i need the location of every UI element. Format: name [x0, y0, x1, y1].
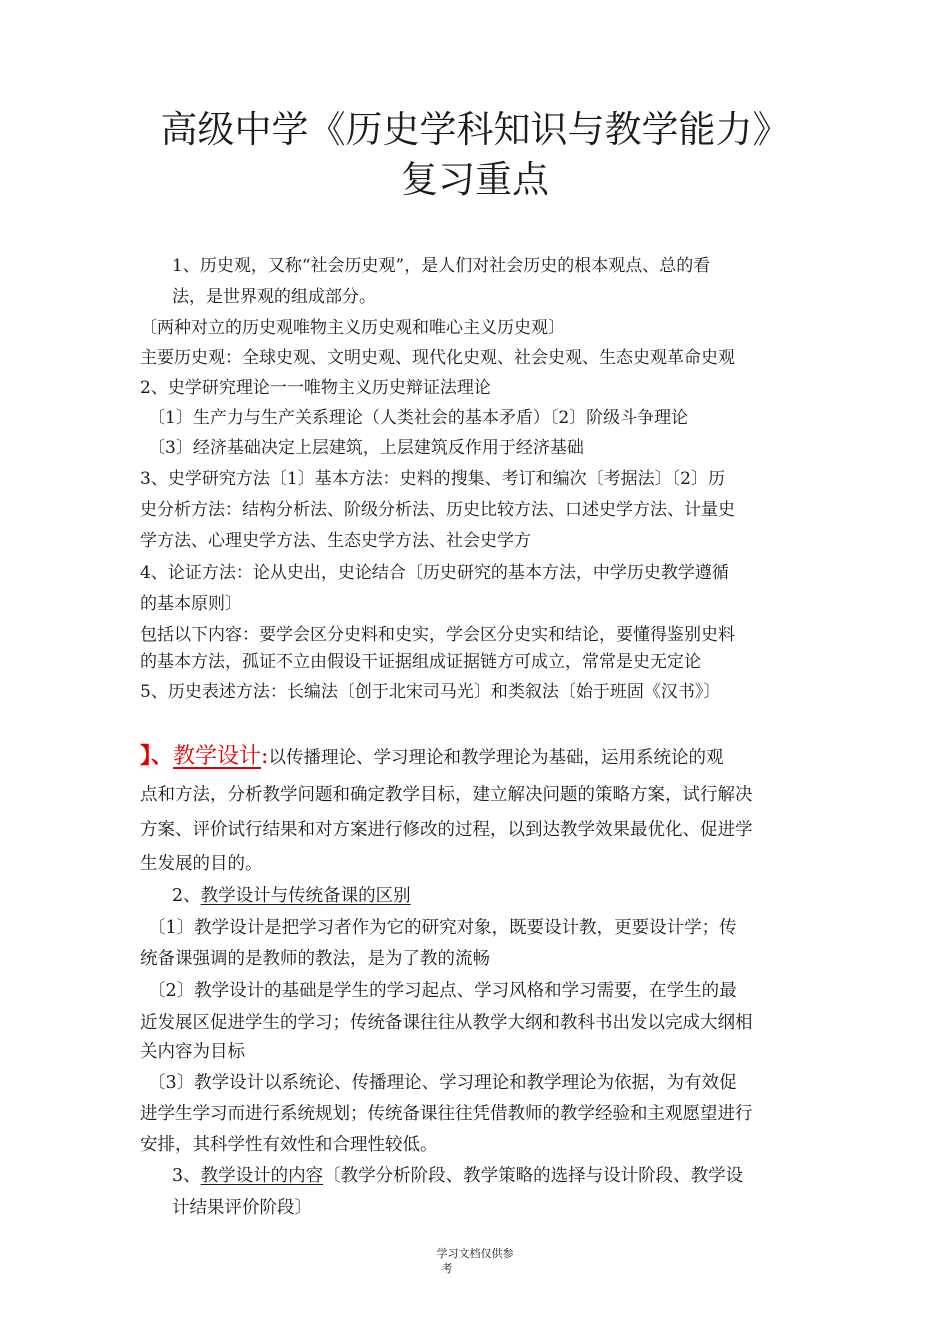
document-title-line2: 复习重点	[401, 158, 549, 201]
design-colon: :	[261, 744, 269, 769]
paragraph-line: 进学生学习而进行系统规划；传统备课往往凭借教师的教学经验和主观愿望进行	[140, 1104, 753, 1124]
paragraph-line: 近发展区促进学生的学习；传统备课往往从教学大纲和教科书出发以完成大纲相	[140, 1013, 753, 1033]
paragraph-line: 4、论证方法：论从史出，史论结合〔历史研究的基本方法，中学历史教学遵循	[140, 563, 729, 583]
paragraph-line: 〔1〕教学设计是把学习者作为它的研究对象，既要设计教，更要设计学；传	[148, 918, 737, 938]
paragraph-line: 包括以下内容：要学会区分史料和史实，学会区分史实和结论，要懂得鉴别史料	[140, 625, 735, 645]
paragraph-line: 学方法、心理史学方法、生态史学方法、社会史学方	[140, 531, 531, 551]
design-definition-line	[140, 744, 723, 770]
paragraph-line: 法，是世界观的组成部分。	[172, 287, 376, 307]
paragraph-line: 生发展的目的。	[140, 854, 263, 874]
footer-note-line1: 学习文档仅供参	[436, 1247, 514, 1260]
diff-heading: 教学设计与传统备课的区别	[200, 886, 411, 906]
paragraph-line: 2、史学研究理论一一唯物主义历史辩证法理论	[140, 378, 491, 398]
paragraph-line: 点和方法，分析教学问题和确定教学目标，建立解决问题的策略方案，试行解决	[140, 785, 753, 805]
design-term: 教学设计	[173, 744, 262, 769]
paragraph-line: 5、历史表述方法：长编法〔创于北宋司马光〕和类叙法〔始于班固《汉书》〕	[140, 682, 721, 702]
paragraph-line: 〔3〕经济基础决定上层建筑，上层建筑反作用于经济基础	[148, 438, 584, 458]
paragraph-line: 关内容为目标	[140, 1042, 245, 1062]
paragraph-line: 3、史学研究方法〔1〕基本方法：史料的搜集、考订和编次〔考据法〕〔2〕历	[140, 469, 725, 489]
paragraph-line: 统备课强调的是教师的教法，是为了教的流畅	[140, 949, 490, 969]
content-heading-line	[172, 1164, 743, 1188]
paragraph-line: 主要历史观：全球史观、文明史观、现代化史观、社会史观、生态史观革命史观	[140, 348, 735, 368]
paragraph-line: 史分析方法：结构分析法、阶级分析法、历史比较方法、口述史学方法、计量史	[140, 500, 735, 520]
paragraph-line: 〔2〕教学设计的基础是学生的学习起点、学习风格和学习需要，在学生的最	[148, 981, 737, 1001]
paragraph-line: 计结果评价阶段〕	[172, 1198, 312, 1218]
paragraph-line: 的基本方法，孤证不立由假设干证据组成证据链方可成立，常常是史无定论	[140, 652, 701, 672]
document-title-line1: 高级中学《历史学科知识与教学能力》	[160, 108, 790, 151]
design-definition-text: 以传播理论、学习理论和教学理论为基础，运用系统论的观	[268, 748, 724, 768]
paragraph-line: 〔1〕生产力与生产关系理论（人类社会的基本矛盾）〔2〕阶级斗争理论	[148, 408, 689, 428]
paragraph-line: 安排，其科学性有效性和合理性较低。	[140, 1135, 438, 1155]
content-heading: 教学设计的内容	[200, 1166, 324, 1186]
paragraph-line: 〔3〕教学设计以系统论、传播理论、学习理论和教学理论为依据，为有效促	[148, 1073, 737, 1093]
content-heading-prefix: 3、	[172, 1166, 201, 1186]
paragraph-line: 〔两种对立的历史观唯物主义历史观和唯心主义历史观〕	[140, 318, 565, 338]
paragraph-line: 1、历史观，又称“社会历史观”，是人们对社会历史的根本观点、总的看	[172, 256, 711, 276]
red-bracket-mark: 】、	[140, 743, 174, 769]
paragraph-line: 的基本原则〕	[140, 594, 242, 614]
paragraph-line: 方案、评价试行结果和对方案进行修改的过程，以到达教学效果最优化、促进学	[140, 820, 753, 840]
content-heading-rest: 〔教学分析阶段、教学策略的选择与设计阶段、教学设	[323, 1166, 744, 1186]
diff-heading-prefix: 2、	[172, 886, 201, 906]
diff-heading-line	[172, 884, 411, 908]
footer-note-line2: 考	[441, 1262, 453, 1275]
